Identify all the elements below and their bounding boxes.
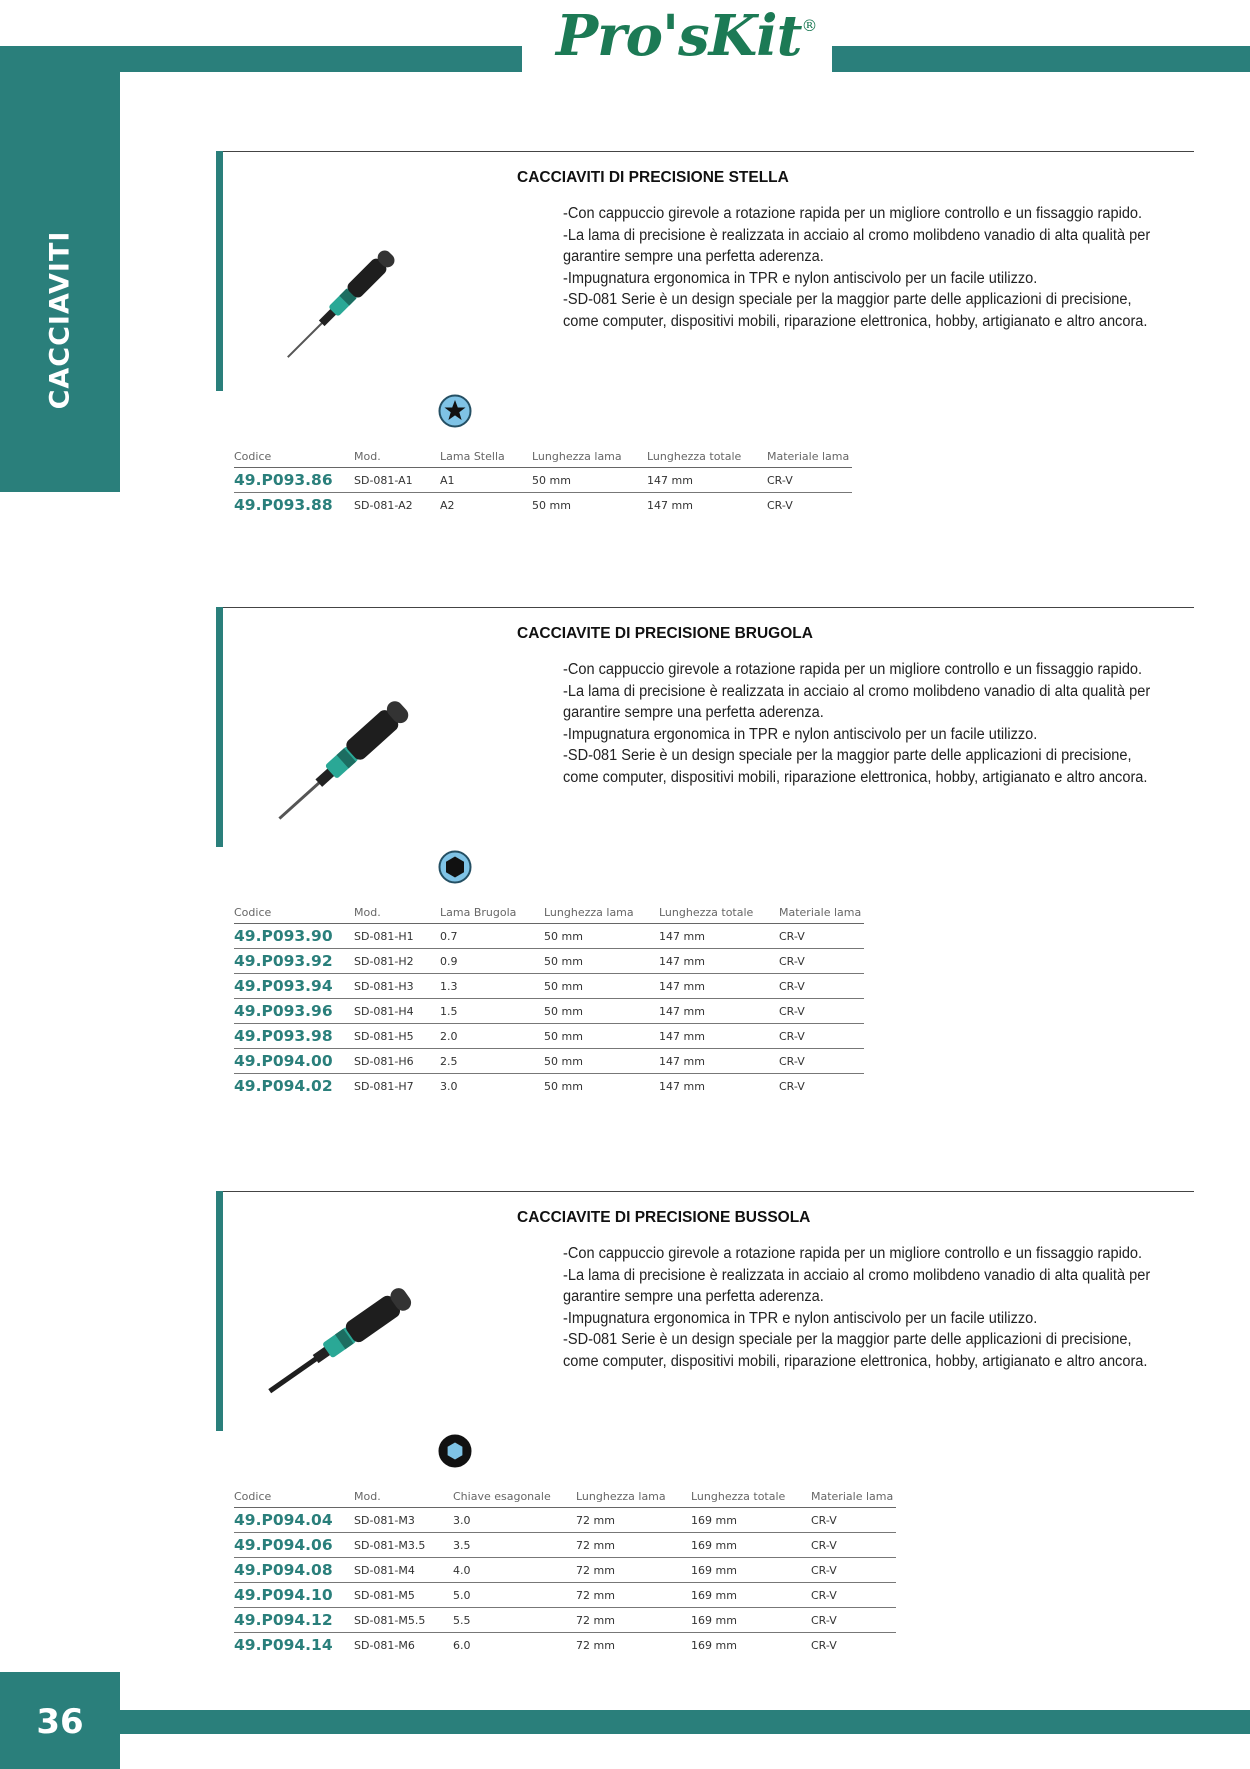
- product-code: 49.P093.92: [234, 949, 354, 974]
- blade-length-cell: 50 mm: [532, 498, 571, 512]
- section-top-rule: [216, 151, 1194, 152]
- blade-length-cell: 50 mm: [544, 949, 659, 974]
- footer-bar: [120, 1710, 1250, 1734]
- model-cell: SD-081-M5.5: [354, 1608, 453, 1633]
- tip-size-cell: 2.0: [440, 1024, 544, 1049]
- table-row: [234, 1074, 864, 1099]
- description-line: -La lama di precisione è realizzata in acciaio al cromo molibdeno vanadio di alta qualità per garantire sempre una perfetta aderenza.: [563, 682, 1151, 721]
- total-length-cell: 147 mm: [659, 1049, 779, 1074]
- total-length-cell: 169 mm: [691, 1533, 811, 1558]
- tip-size-cell: 0.9: [440, 949, 544, 974]
- product-code: 49.P093.88: [234, 496, 333, 514]
- total-length-cell: 147 mm: [659, 1024, 779, 1049]
- model-cell: SD-081-H1: [354, 924, 440, 949]
- column-header: Lunghezza totale: [647, 441, 767, 468]
- product-code: 49.P093.96: [234, 999, 354, 1024]
- description-line: -Impugnatura ergonomica in TPR e nylon antiscivolo per un facile utilizzo.: [563, 269, 1038, 287]
- table-row: [234, 1533, 896, 1558]
- blade-length-cell: 72 mm: [576, 1638, 615, 1652]
- material-cell: CR-V: [811, 1608, 896, 1633]
- product-code: 49.P093.90: [234, 924, 354, 949]
- table-row: [234, 1583, 896, 1608]
- total-length-cell: 147 mm: [659, 924, 779, 949]
- table-row: [234, 1558, 896, 1583]
- tip-size-cell: 3.0: [440, 1079, 458, 1093]
- total-length-cell: 169 mm: [691, 1508, 811, 1533]
- table-row: [234, 1049, 864, 1074]
- table-row: [234, 924, 864, 949]
- product-code: 49.P094.00: [234, 1049, 354, 1074]
- product-title: CACCIAVITI DI PRECISIONE STELLA: [517, 169, 789, 186]
- header-bar-right: [832, 46, 1250, 72]
- description-line: -Con cappuccio girevole a rotazione rapida per un migliore controllo e un fissaggio rapido.: [563, 661, 1143, 678]
- blade-length-cell: 50 mm: [544, 1024, 659, 1049]
- material-cell: CR-V: [779, 1079, 805, 1093]
- hex-tip-icon: [438, 850, 472, 884]
- description-line: -Impugnatura ergonomica in TPR e nylon antiscivolo per un facile utilizzo.: [563, 725, 1038, 743]
- model-cell: SD-081-H2: [354, 949, 440, 974]
- table-row: [234, 1633, 896, 1658]
- screwdriver-image: [250, 220, 450, 370]
- tip-size-cell: 5.0: [453, 1583, 576, 1608]
- product-description: [563, 1243, 1203, 1372]
- product-code: 49.P094.02: [234, 1077, 333, 1095]
- blade-length-cell: 72 mm: [576, 1608, 691, 1633]
- product-code: 49.P093.86: [234, 468, 354, 493]
- product-code: 49.P094.12: [234, 1608, 354, 1633]
- column-header: Lunghezza lama: [576, 1481, 691, 1508]
- tip-size-cell: 5.5: [453, 1608, 576, 1633]
- column-header: Lama Brugola: [440, 897, 544, 924]
- column-header: Lunghezza lama: [532, 441, 647, 468]
- column-header: Mod.: [354, 897, 440, 924]
- star-tip-icon: [438, 394, 472, 428]
- tip-size-cell: A1: [440, 468, 532, 493]
- screwdriver-image: [250, 1250, 450, 1420]
- material-cell: CR-V: [767, 468, 852, 493]
- model-cell: SD-081-M3: [354, 1508, 453, 1533]
- total-length-cell: 147 mm: [659, 1079, 705, 1093]
- section-top-rule: [216, 607, 1194, 608]
- total-length-cell: 147 mm: [659, 949, 779, 974]
- column-header: Codice: [234, 441, 354, 468]
- model-cell: SD-081-A1: [354, 468, 440, 493]
- spec-table: [234, 1481, 896, 1657]
- total-length-cell: 169 mm: [691, 1638, 737, 1652]
- tip-size-cell: 1.5: [440, 999, 544, 1024]
- tip-size-cell: 4.0: [453, 1558, 576, 1583]
- page-number: 36: [36, 1702, 84, 1742]
- column-header: Lunghezza totale: [659, 897, 779, 924]
- blade-length-cell: 50 mm: [532, 468, 647, 493]
- material-cell: CR-V: [779, 924, 864, 949]
- model-cell: SD-081-M6: [354, 1638, 415, 1652]
- table-row: [234, 1024, 864, 1049]
- blade-length-cell: 50 mm: [544, 1049, 659, 1074]
- column-header: Materiale lama: [779, 897, 864, 924]
- column-header: Materiale lama: [811, 1481, 896, 1508]
- category-tab-label: CACCIAVITI: [44, 230, 76, 410]
- product-code: 49.P094.06: [234, 1533, 354, 1558]
- product-description: [563, 203, 1203, 332]
- product-title: CACCIAVITE DI PRECISIONE BUSSOLA: [517, 1209, 811, 1226]
- tip-size-cell: 1.3: [440, 974, 544, 999]
- product-title: CACCIAVITE DI PRECISIONE BRUGOLA: [517, 625, 813, 642]
- material-cell: CR-V: [779, 949, 864, 974]
- model-cell: SD-081-A2: [354, 498, 413, 512]
- screwdriver-image: [250, 670, 450, 840]
- total-length-cell: 147 mm: [647, 468, 767, 493]
- column-header: Codice: [234, 1481, 354, 1508]
- table-row: [234, 999, 864, 1024]
- description-line: -Impugnatura ergonomica in TPR e nylon antiscivolo per un facile utilizzo.: [563, 1309, 1038, 1327]
- section-top-rule: [216, 1191, 1194, 1192]
- section-accent-bar: [216, 1191, 223, 1431]
- model-cell: SD-081-H3: [354, 974, 440, 999]
- material-cell: CR-V: [779, 1024, 864, 1049]
- model-cell: SD-081-M4: [354, 1558, 453, 1583]
- table-row: [234, 1508, 896, 1533]
- description-line: -Con cappuccio girevole a rotazione rapida per un migliore controllo e un fissaggio rapido.: [563, 205, 1143, 222]
- brand-logo: Pro'sKit®: [556, 3, 817, 69]
- material-cell: CR-V: [767, 498, 793, 512]
- spec-table: [234, 441, 852, 517]
- material-cell: CR-V: [779, 999, 864, 1024]
- product-code: 49.P094.04: [234, 1508, 354, 1533]
- description-line: -SD-081 Serie è un design speciale per la maggior parte delle applicazioni di precisione, come computer, dispositivi mobili, riparazione elettronica, hobby, artigianato e altro ancora.: [563, 1331, 1148, 1370]
- model-cell: SD-081-M5: [354, 1583, 453, 1608]
- section-accent-bar: [216, 607, 223, 847]
- total-length-cell: 169 mm: [691, 1558, 811, 1583]
- material-cell: CR-V: [811, 1583, 896, 1608]
- table-row: [234, 468, 852, 493]
- blade-length-cell: 50 mm: [544, 974, 659, 999]
- product-code: 49.P093.94: [234, 974, 354, 999]
- product-code: 49.P094.08: [234, 1558, 354, 1583]
- blade-length-cell: 50 mm: [544, 1079, 583, 1093]
- socket-tip-icon: [438, 1434, 472, 1468]
- model-cell: SD-081-H7: [354, 1079, 414, 1093]
- tip-size-cell: 0.7: [440, 924, 544, 949]
- tip-size-cell: 3.0: [453, 1508, 576, 1533]
- material-cell: CR-V: [811, 1508, 896, 1533]
- blade-length-cell: 72 mm: [576, 1508, 691, 1533]
- product-code: 49.P094.10: [234, 1583, 354, 1608]
- column-header: Materiale lama: [767, 441, 852, 468]
- model-cell: SD-081-H5: [354, 1024, 440, 1049]
- material-cell: CR-V: [811, 1558, 896, 1583]
- description-line: -La lama di precisione è realizzata in acciaio al cromo molibdeno vanadio di alta qualità per garantire sempre una perfetta aderenza.: [563, 1266, 1151, 1305]
- section-accent-bar: [216, 151, 223, 391]
- column-header: Chiave esagonale: [453, 1481, 576, 1508]
- model-cell: SD-081-H6: [354, 1049, 440, 1074]
- material-cell: CR-V: [779, 974, 864, 999]
- table-row: [234, 974, 864, 999]
- column-header: Mod.: [354, 441, 440, 468]
- tip-size-cell: A2: [440, 498, 455, 512]
- spec-table: [234, 897, 864, 1098]
- column-header: Mod.: [354, 1481, 453, 1508]
- total-length-cell: 147 mm: [647, 498, 693, 512]
- material-cell: CR-V: [811, 1533, 896, 1558]
- material-cell: CR-V: [811, 1638, 837, 1652]
- blade-length-cell: 50 mm: [544, 924, 659, 949]
- product-code: 49.P094.14: [234, 1636, 333, 1654]
- model-cell: SD-081-M3.5: [354, 1533, 453, 1558]
- total-length-cell: 169 mm: [691, 1608, 811, 1633]
- product-code: 49.P093.98: [234, 1024, 354, 1049]
- description-line: -Con cappuccio girevole a rotazione rapida per un migliore controllo e un fissaggio rapido.: [563, 1245, 1143, 1262]
- column-header: Codice: [234, 897, 354, 924]
- total-length-cell: 169 mm: [691, 1583, 811, 1608]
- column-header: Lunghezza lama: [544, 897, 659, 924]
- tip-size-cell: 6.0: [453, 1638, 471, 1652]
- blade-length-cell: 72 mm: [576, 1558, 691, 1583]
- column-header: Lunghezza totale: [691, 1481, 811, 1508]
- tip-size-cell: 3.5: [453, 1533, 576, 1558]
- model-cell: SD-081-H4: [354, 999, 440, 1024]
- total-length-cell: 147 mm: [659, 999, 779, 1024]
- blade-length-cell: 50 mm: [544, 999, 659, 1024]
- description-line: -SD-081 Serie è un design speciale per la maggior parte delle applicazioni di precisione, come computer, dispositivi mobili, riparazione elettronica, hobby, artigianato e altro ancora.: [563, 747, 1148, 786]
- description-line: -La lama di precisione è realizzata in acciaio al cromo molibdeno vanadio di alta qualità per garantire sempre una perfetta aderenza.: [563, 226, 1151, 265]
- blade-length-cell: 72 mm: [576, 1583, 691, 1608]
- material-cell: CR-V: [779, 1049, 864, 1074]
- table-row: [234, 949, 864, 974]
- table-row: [234, 1608, 896, 1633]
- table-row: [234, 493, 852, 518]
- blade-length-cell: 72 mm: [576, 1533, 691, 1558]
- description-line: -SD-081 Serie è un design speciale per la maggior parte delle applicazioni di precisione, come computer, dispositivi mobili, riparazione elettronica, hobby, artigianato e altro ancora.: [563, 291, 1148, 330]
- product-description: [563, 659, 1203, 788]
- total-length-cell: 147 mm: [659, 974, 779, 999]
- column-header: Lama Stella: [440, 441, 532, 468]
- tip-size-cell: 2.5: [440, 1049, 544, 1074]
